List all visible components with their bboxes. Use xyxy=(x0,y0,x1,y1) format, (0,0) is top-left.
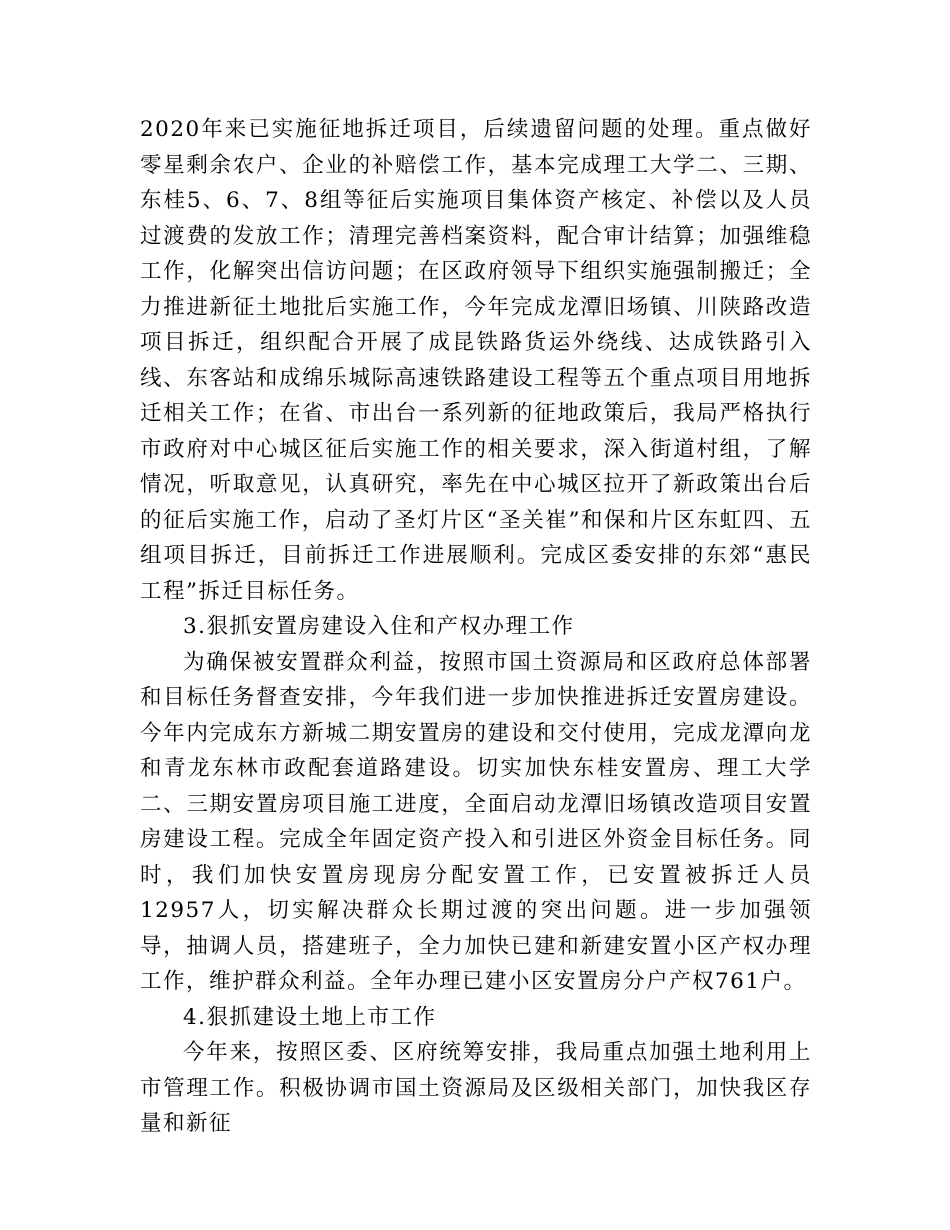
paragraph-resettlement-housing: 为确保被安置群众利益，按照市国土资源局和区政府总体部署和目标任务督查安排，今年我们进一步加快推进拆迁安置房建设。今年内完成东方新城二期安置房的建设和交付使用，完成龙潭向龙和青龙东林市政配套道路建设。切实加快东桂安置房、理工大学二、三期安置房项目施工进度，全面启动龙潭旧场镇改造项目安置房建设工程。完成全年固定资产投入和引进区外资金目标任务。同时，我们加快安置房现房分配安置工作，已安置被拆迁人员12957人，切实解决群众长期过渡的突出问题。进一步加强领导，抽调人员，搭建班子，全力加快已建和新建安置小区产权办理工作，维护群众利益。全年办理已建小区安置房分户产权761户。 xyxy=(140,649,812,994)
paragraph-demolition-followup: 2020年来已实施征地拆迁项目，后续遗留问题的处理。重点做好零星剩余农户、企业的补赔偿工作，基本完成理工大学二、三期、东桂5、6、7、8组等征后实施项目集体资产核定、补偿以及人员过渡费的发放工作；清理完善档案资料，配合审计结算；加强维稳工作，化解突出信访问题；在区政府领导下组织实施强制搬迁；全力推进新征土地批后实施工作，今年完成龙潭旧场镇、川陕路改造项目拆迁，组织配合开展了成昆铁路货运外绕线、达成铁路引入线、东客站和成绵乐城际高速铁路建设工程等五个重点项目用地拆迁相关工作；在省、市出台一系列新的征地政策后，我局严格执行市政府对中心城区征后实施工作的相关要求，深入街道村组，了解情况，听取意见，认真研究，率先在中心城区拉开了新政策出台后的征后实施工作，启动了圣灯片区“圣关崔”和保和片区东虹四、五组项目拆迁，目前拆迁工作进展顺利。完成区委安排的东郊“惠民工程”拆迁目标任务。 xyxy=(140,117,812,604)
document-body xyxy=(140,112,812,1142)
section-heading-resettlement-housing: 3.狠抓安置房建设入住和产权办理工作 xyxy=(183,614,575,639)
paragraph-land-market: 今年来，按照区委、区府统筹安排，我局重点加强土地利用上市管理工作。积极协调市国土资源局及区级相关部门，加快我区存量和新征 xyxy=(140,1040,812,1136)
section-heading-land-market: 4.狠抓建设土地上市工作 xyxy=(183,1004,437,1030)
